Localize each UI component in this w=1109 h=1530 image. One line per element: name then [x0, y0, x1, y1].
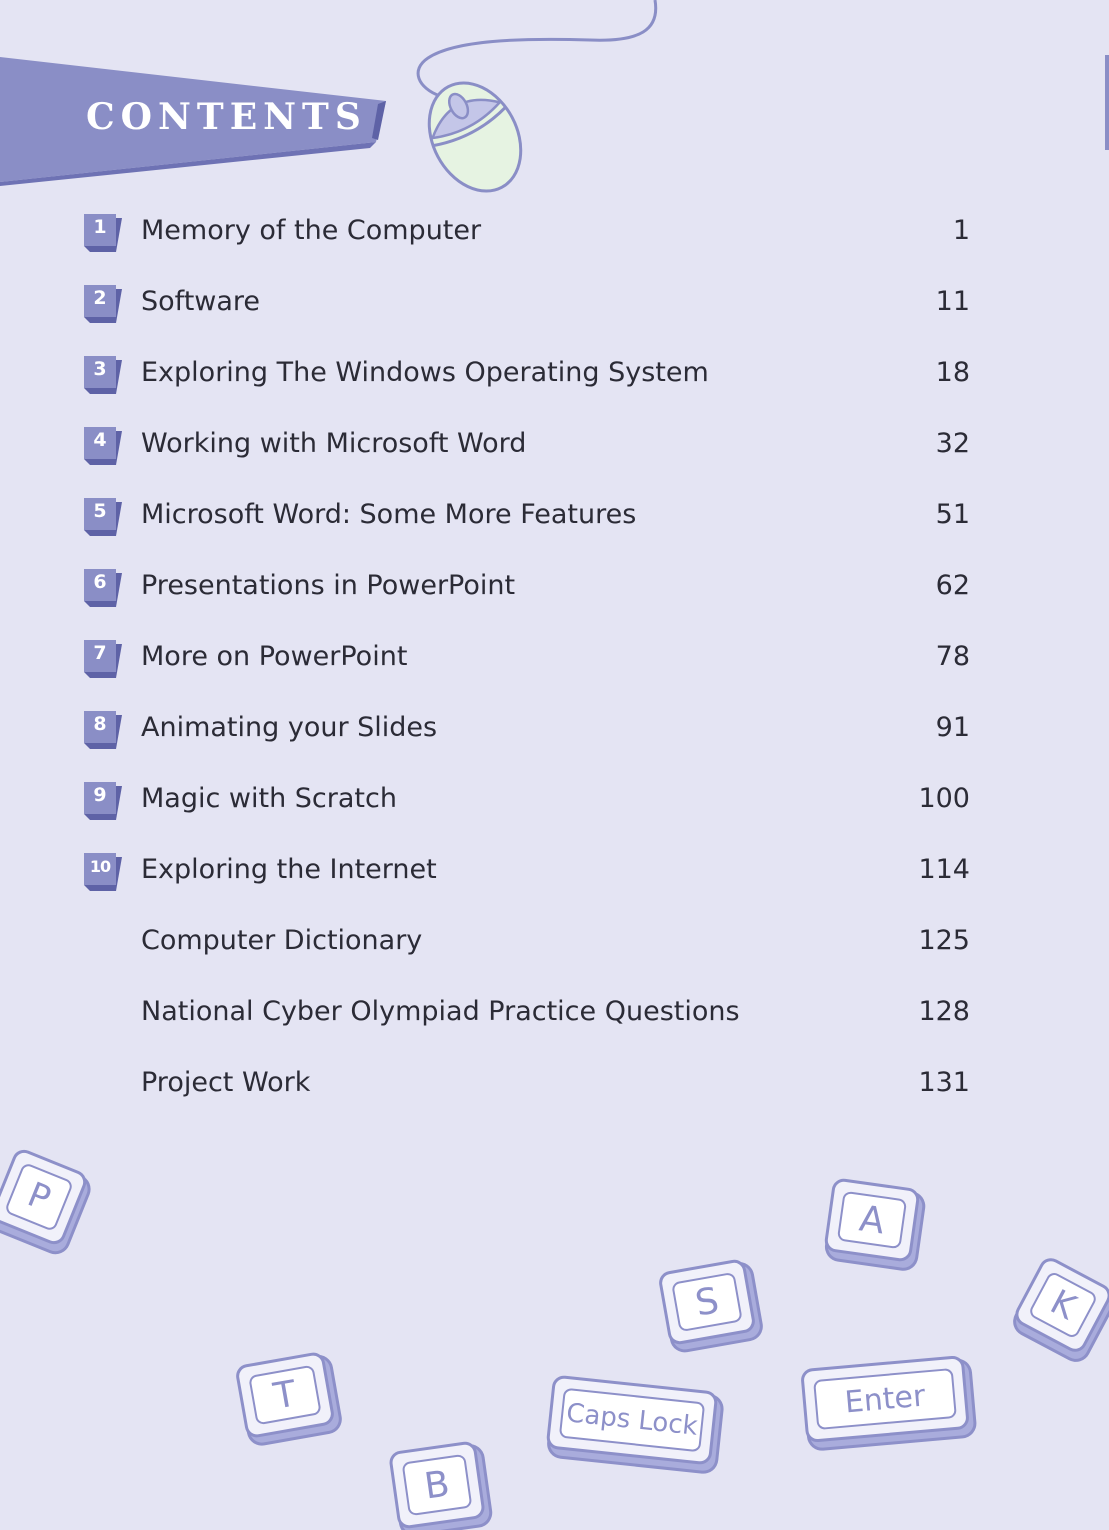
- page-number: 18: [935, 357, 970, 388]
- keyboard-key-enter-icon: Enter: [800, 1355, 970, 1443]
- toc-row-chapter-4[interactable]: [84, 421, 970, 471]
- page-number: 78: [935, 641, 970, 672]
- page-number: 11: [935, 286, 970, 317]
- computer-mouse-icon: [400, 0, 680, 200]
- chapter-title: Microsoft Word: Some More Features: [141, 499, 637, 530]
- page-number: 100: [918, 783, 970, 814]
- chapter-title: Working with Microsoft Word: [141, 428, 527, 459]
- page-title: CONTENTS: [86, 96, 367, 138]
- chapter-number-badge: 1: [84, 214, 122, 252]
- chapter-title: Memory of the Computer: [141, 215, 482, 246]
- section-title: National Cyber Olympiad Practice Questions: [141, 996, 740, 1027]
- keyboard-key-caps-lock-icon: Caps Lock: [546, 1375, 719, 1466]
- chapter-number-badge: 8: [84, 711, 122, 749]
- chapter-number-badge: 9: [84, 782, 122, 820]
- keyboard-key-t-icon: T: [234, 1351, 335, 1440]
- toc-row-project-work[interactable]: [84, 1060, 970, 1110]
- chapter-number-badge: 3: [84, 356, 122, 394]
- page-number: 32: [935, 428, 970, 459]
- page-number: 125: [918, 925, 970, 956]
- toc-row-chapter-3[interactable]: [84, 350, 970, 400]
- page-number: 51: [935, 499, 970, 530]
- chapter-number-badge: 10: [84, 853, 122, 891]
- toc-row-chapter-7[interactable]: [84, 634, 970, 684]
- toc-row-computer-dictionary[interactable]: [84, 918, 970, 968]
- toc-row-chapter-2[interactable]: [84, 279, 970, 329]
- chapter-title: Exploring the Internet: [141, 854, 437, 885]
- chapter-number-badge: 2: [84, 285, 122, 323]
- chapter-title: Exploring The Windows Operating System: [141, 357, 709, 388]
- chapter-number-badge: 5: [84, 498, 122, 536]
- keyboard-key-b-icon: B: [388, 1440, 486, 1529]
- toc-row-chapter-6[interactable]: [84, 563, 970, 613]
- toc-row-olympiad-questions[interactable]: [84, 989, 970, 1039]
- keyboard-key-p-icon: P: [0, 1146, 90, 1248]
- chapter-title: More on PowerPoint: [141, 641, 408, 672]
- keyboard-key-k-icon: K: [1011, 1254, 1109, 1356]
- page-number: 91: [935, 712, 970, 743]
- keyboard-key-a-icon: A: [823, 1177, 920, 1263]
- chapter-title: Presentations in PowerPoint: [141, 570, 516, 601]
- page-number: 114: [918, 854, 970, 885]
- keyboard-key-s-icon: S: [657, 1258, 757, 1346]
- page-number: 1: [952, 215, 970, 246]
- toc-row-chapter-8[interactable]: [84, 705, 970, 755]
- chapter-number-badge: 4: [84, 427, 122, 465]
- chapter-title: Magic with Scratch: [141, 783, 397, 814]
- toc-row-chapter-10[interactable]: [84, 847, 970, 897]
- toc-row-chapter-1[interactable]: [84, 208, 970, 258]
- page-number: 131: [918, 1067, 970, 1098]
- page-number: 62: [935, 570, 970, 601]
- section-title: Computer Dictionary: [141, 925, 423, 956]
- section-title: Project Work: [141, 1067, 311, 1098]
- toc-row-chapter-9[interactable]: [84, 776, 970, 826]
- page-edge-marker: [1105, 55, 1109, 150]
- page-number: 128: [918, 996, 970, 1027]
- toc-row-chapter-5[interactable]: [84, 492, 970, 542]
- chapter-number-badge: 7: [84, 640, 122, 678]
- contents-banner: [0, 0, 400, 200]
- chapter-title: Animating your Slides: [141, 712, 438, 743]
- chapter-number-badge: 6: [84, 569, 122, 607]
- chapter-title: Software: [141, 286, 261, 317]
